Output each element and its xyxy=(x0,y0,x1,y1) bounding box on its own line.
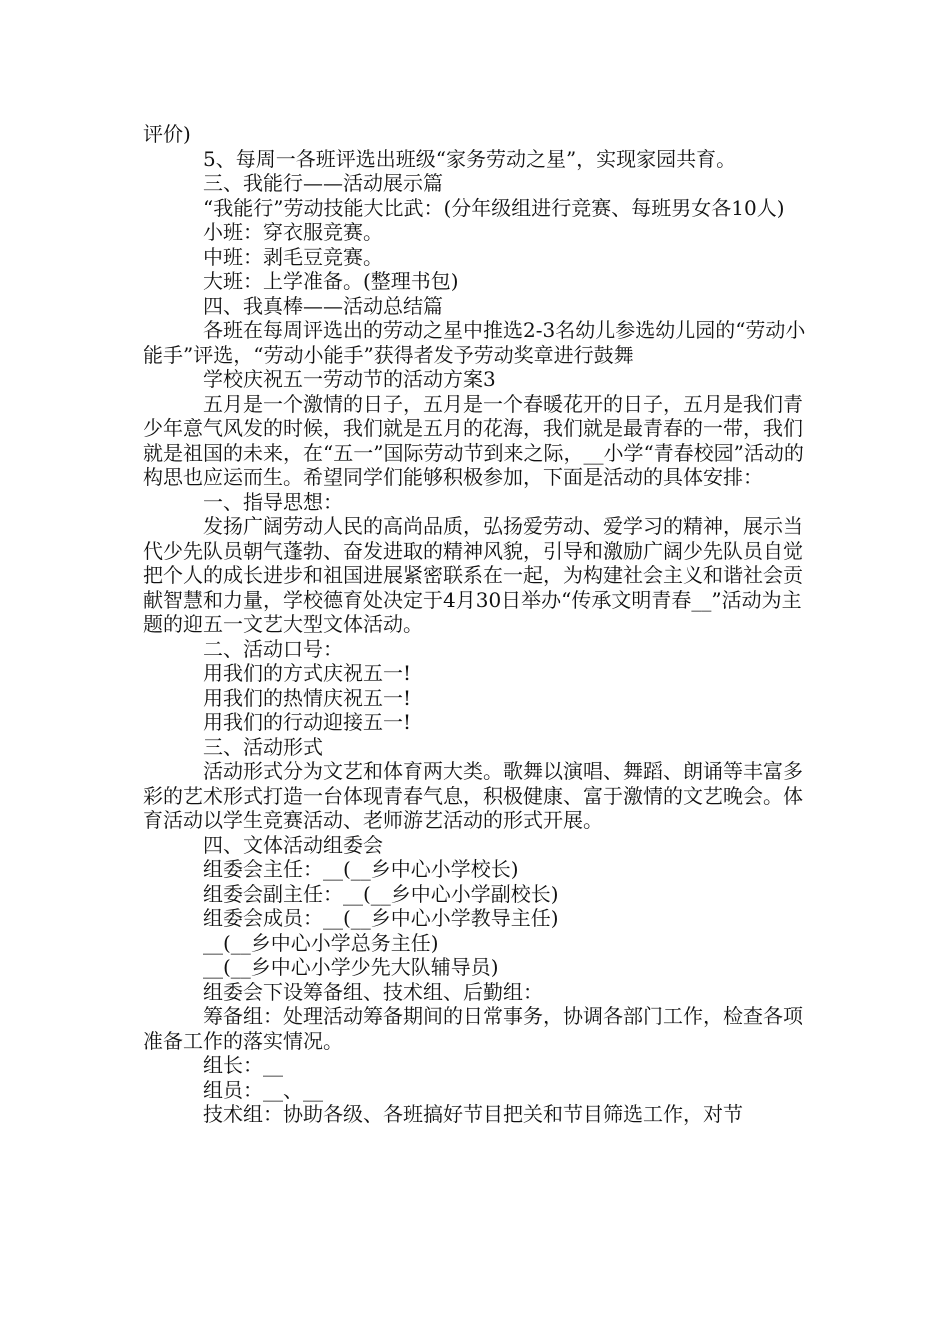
slogan: 用我们的方式庆祝五一! xyxy=(203,661,412,685)
paragraph: 评价) xyxy=(143,122,191,146)
paragraph: 发扬广阔劳动人民的高尚品质，弘扬爱劳动、爱学习的精神，展示当代少先队员朝气蓬勃、奋发进取的精神风貌，引导和激励广阔少先队员自觉把个人的成长进步和祖国进展紧密联系在一起，为构建社会主义和谐社会贡献智慧和力量，学校德育处决定于4月30日举办“传承文明青春__”活动为主题的迎五一文艺大型文体活动。 xyxy=(143,514,803,636)
section-heading: 四、文体活动组委会 xyxy=(203,832,383,857)
slogan: 用我们的热情庆祝五一! xyxy=(203,685,412,710)
paragraph: 组委会下设筹备组、技术组、后勤组： xyxy=(203,979,543,1004)
list-item: 大班：上学准备。(整理书包) xyxy=(203,269,459,293)
list-item: 组长：__ xyxy=(203,1053,283,1077)
paragraph: 五月是一个激情的日子，五月是一个春暖花开的日子，五月是我们青少年意气风发的时候，我们就是五月的花海，我们就是最青春的一带，我们就是祖国的未来，在“五一”国际劳动节到来之际，__小学“青春校园”活动的构思也应运而生。希望同学们能够积极参加，下面是活动的具体安排： xyxy=(143,391,804,489)
list-item: 组员：__、__ xyxy=(203,1077,323,1102)
paragraph: 5、每周一各班评选出班级“家务劳动之星”，实现家园共育。 xyxy=(203,146,737,171)
section-heading: 三、活动形式 xyxy=(203,734,323,759)
list-item: 组委会副主任：__(__乡中心小学副校长) xyxy=(203,881,559,906)
section-heading: 一、指导思想： xyxy=(203,489,343,514)
list-item: 组委会成员：__(__乡中心小学教导主任) xyxy=(203,906,559,930)
paragraph: 技术组：协助各级、各班搞好节目把关和节目筛选工作，对节 xyxy=(203,1102,743,1126)
list-item: 组委会主任：__(__乡中心小学校长) xyxy=(203,857,519,881)
list-item: 小班：穿衣服竞赛。 xyxy=(203,220,383,244)
slogan: 用我们的行动迎接五一! xyxy=(203,710,412,734)
paragraph: 活动形式分为文艺和体育两大类。歌舞以演唱、舞蹈、朗诵等丰富多彩的艺术形式打造一台体现青春气息，积极健康、富于激情的文艺晚会。体育活动以学生竞赛活动、老师游艺活动的形式开展。 xyxy=(143,759,803,832)
list-item: 中班：剥毛豆竞赛。 xyxy=(203,244,383,269)
list-item: __(__乡中心小学少先大队辅导员) xyxy=(203,955,499,979)
document-body xyxy=(143,122,813,1127)
paragraph: 各班在每周评选出的劳动之星中推选2-3名幼儿参选幼儿园的“劳动小能手”评选，“劳动小能手”获得者发予劳动奖章进行鼓舞 xyxy=(143,318,806,367)
list-item: __(__乡中心小学总务主任) xyxy=(203,930,439,955)
section-heading: 三、我能行——活动展示篇 xyxy=(203,171,443,195)
section-heading: 二、活动口号： xyxy=(203,636,343,661)
paragraph: 筹备组：处理活动筹备期间的日常事务，协调各部门工作，检查各项准备工作的落实情况。 xyxy=(143,1004,803,1053)
paragraph: “我能行”劳动技能大比武：(分年级组进行竞赛、每班男女各10人) xyxy=(203,195,785,220)
document-title: 学校庆祝五一劳动节的活动方案3 xyxy=(203,367,496,391)
section-heading: 四、我真棒——活动总结篇 xyxy=(203,293,443,318)
